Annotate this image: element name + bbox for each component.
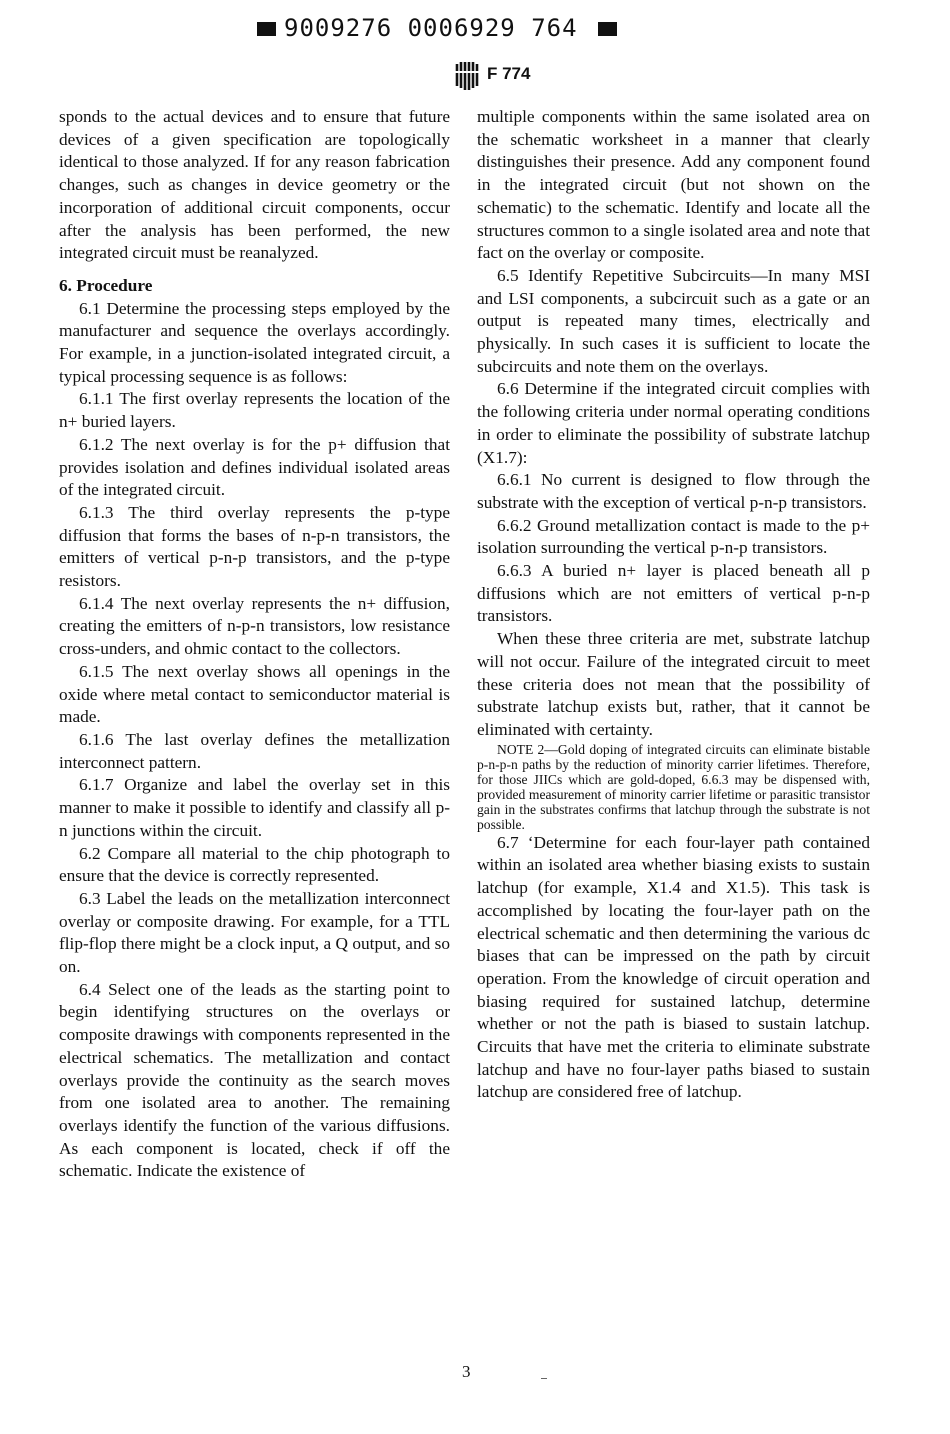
paragraph: 6.1 Determine the processing steps employed by the manufacturer and sequence the overlays accordingly. For example, in a junction-isolated integrated circuit, a typical processing sequence is as follows: bbox=[59, 298, 450, 386]
header-bar-right bbox=[598, 22, 617, 36]
paragraph: 6.6.1 No current is designed to flow through the substrate with the exception of vertical p-n-p transistors. bbox=[477, 470, 870, 512]
section-heading: 6. Procedure bbox=[59, 275, 153, 295]
paragraph: 6.1.5 The next overlay shows all openings in the oxide where metal contact to semiconductor material is made. bbox=[59, 661, 450, 727]
paragraph: When these three criteria are met, substrate latchup will not occur. Failure of the integrated circuit to meet these criteria does not mean that the possibility of substrate latchup exists but, rather, that it cannot be eliminated with certainty. bbox=[477, 629, 870, 739]
page-number: 3 bbox=[462, 1362, 471, 1381]
right-column bbox=[477, 106, 870, 1104]
paragraph: 6.6 Determine if the integrated circuit complies with the following criteria under normal operating conditions in order to eliminate the possibility of substrate latchup (X1.7): bbox=[477, 379, 870, 467]
paragraph: 6.1.4 The next overlay represents the n+ diffusion, creating the emitters of n-p-n transistors, low resistance cross-unders, and ohmic contact to the collectors. bbox=[59, 593, 450, 659]
document-code: 9009276 0006929 764 bbox=[284, 14, 578, 42]
paragraph: 6.5 Identify Repetitive Subcircuits—In many MSI and LSI components, a subcircuit such as a gate or an output is repeated many times, electrically and physically. In such cases it is sufficient to locate the subcircuits and note them on the overlays. bbox=[477, 265, 870, 376]
paragraph: multiple components within the same isolated area on the schematic worksheet in a manner that clearly distinguishes their presence. Add any component found in the integrated circuit (but not shown on the schematic) to the schematic. Identify and locate all the structures common to a single isolated area and note that fact on the overlay or composite. bbox=[477, 107, 870, 263]
paragraph: 6.3 Label the leads on the metallization interconnect overlay or composite drawing. For example, for a TTL flip-flop there might be a clock input, a Q output, and so on. bbox=[59, 888, 450, 977]
paragraph: 6.4 Select one of the leads as the starting point to begin identifying structures on the overlays or composite drawings with components represented in the electrical schematics. The metallization and contact overlays provide the continuity as the search moves from one isolated area to another. The remaining overlays identify the function of the various diffusions. As each component is located, check if off the schematic. Indicate the existence of bbox=[59, 979, 450, 1181]
page-header bbox=[0, 10, 950, 44]
paragraph: 6.1.7 Organize and label the overlay set in this manner to make it possible to identify and classify all p-n junctions within the circuit. bbox=[59, 775, 450, 840]
paragraph: sponds to the actual devices and to ensure that future devices of a given specification are topologically identical to those analyzed. If for any reason fabrication changes, such as changes in device geometry or the incorporation of additional circuit components, occur after the analysis has been performed, the new integrated circuit must be reanalyzed. bbox=[59, 107, 450, 263]
paragraph: 6.1.6 The last overlay defines the metallization interconnect pattern. bbox=[59, 729, 450, 772]
standard-designation: F 774 bbox=[487, 64, 531, 83]
paragraph: 6.1.1 The first overlay represents the location of the n+ buried layers. bbox=[59, 389, 450, 432]
paragraph: 6.7 ‘Determine for each four-layer path contained within an isolated area whether biasing exists to sustain latchup (for example, X1.4 and X1.5). This task is accomplished by locating the four-layer path on the electrical schematic and then determining the various dc biases that can be impressed on the path by circuit operation. From the knowledge of circuit operation and biasing required for sustained latchup, determine whether or not the path is biased to sustain latchup. Circuits that have met the criteria to eliminate substrate latchup and have no four-layer paths biased to sustain latchup are considered free of latchup. bbox=[477, 832, 870, 1102]
astm-logo-icon bbox=[454, 60, 480, 92]
paragraph: 6.6.2 Ground metallization contact is made to the p+ isolation surrounding the vertical p-n-p transistors. bbox=[477, 515, 870, 558]
note-2: NOTE 2—Gold doping of integrated circuits can eliminate bistable p-n-p-n paths by the reduction of minority carrier lifetimes. Therefore, for those JIICs which are gold-doped, 6.6.3 may be dispensed with, provided measurement of minority carrier lifetime or parasitic transistor gain in the substrates confirms that latchup through the substrate is not possible. bbox=[477, 741, 870, 832]
paragraph: 6.2 Compare all material to the chip photograph to ensure that the device is correctly represented. bbox=[59, 843, 450, 886]
paragraph: 6.1.3 The third overlay represents the p-type diffusion that forms the bases of n-p-n transistors, the emitters of vertical p-n-p transistors, and the p-type resistors. bbox=[59, 502, 450, 591]
scan-mark bbox=[541, 1378, 547, 1379]
left-column bbox=[59, 106, 450, 1183]
paragraph: 6.6.3 A buried n+ layer is placed beneath all p diffusions which are not emitters of vertical p-n-p transistors. bbox=[477, 561, 870, 626]
paragraph: 6.1.2 The next overlay is for the p+ diffusion that provides isolation and defines individual isolated areas of the integrated circuit. bbox=[59, 434, 450, 500]
header-bar-left bbox=[257, 22, 276, 36]
